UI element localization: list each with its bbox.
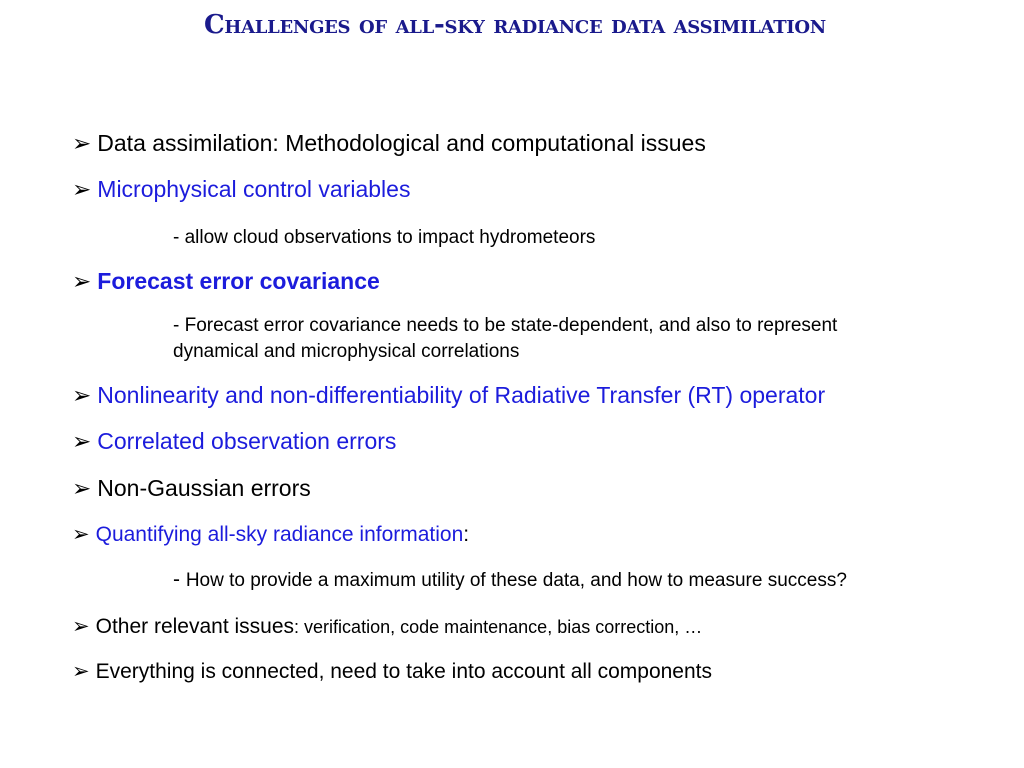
- bullet-suffix: :: [463, 523, 470, 546]
- sub-item-state-dependent: [173, 313, 837, 365]
- bullet-item-data-assimilation: [72, 130, 706, 157]
- arrow-bullet-icon: ➢: [72, 475, 92, 501]
- sub-item-maximum-utility: [173, 567, 847, 594]
- bullet-item-quantifying-information: [72, 522, 469, 547]
- arrow-bullet-icon: ➢: [72, 268, 92, 294]
- bullet-text: Other relevant issues: [95, 615, 295, 638]
- bullet-text: Correlated observation errors: [97, 428, 397, 454]
- sub-item-line: - Forecast error covariance needs to be state-dependent, and also to represent: [173, 315, 838, 336]
- sub-item-cloud-observations: - allow cloud observations to impact hydrometeors: [173, 227, 596, 248]
- arrow-bullet-icon: ➢: [72, 130, 92, 156]
- bullet-text: Quantifying all-sky radiance information: [95, 523, 464, 546]
- bullet-item-other-issues: [72, 614, 702, 639]
- slide-title: Challenges of all-sky radiance data assimilation: [204, 10, 826, 40]
- bullet-text: Forecast error covariance: [97, 268, 380, 294]
- arrow-bullet-icon: ➢: [72, 382, 92, 408]
- arrow-bullet-icon: ➢: [72, 660, 90, 683]
- bullet-text: Data assimilation: Methodological and computational issues: [97, 130, 706, 156]
- bullet-text: Everything is connected, need to take into account all components: [95, 660, 712, 683]
- sub-item-line: dynamical and microphysical correlations: [173, 341, 520, 362]
- bullet-item-everything-connected: [72, 659, 712, 684]
- bullet-text: Nonlinearity and non-differentiability of Radiative Transfer (RT) operator: [97, 382, 826, 408]
- bullet-item-nonlinearity-rt: [72, 382, 825, 409]
- bullet-text: Microphysical control variables: [97, 176, 411, 202]
- bullet-detail: : verification, code maintenance, bias correction, …: [294, 617, 703, 637]
- bullet-item-forecast-error-covariance: [72, 268, 380, 295]
- arrow-bullet-icon: ➢: [72, 176, 92, 202]
- bullet-item-non-gaussian: [72, 475, 311, 502]
- arrow-bullet-icon: ➢: [72, 615, 90, 638]
- sub-item-dash: -: [173, 568, 186, 591]
- bullet-item-correlated-errors: [72, 428, 396, 455]
- sub-item-text: How to provide a maximum utility of these data, and how to measure success?: [185, 570, 847, 591]
- bullet-text: Non-Gaussian errors: [97, 475, 311, 501]
- arrow-bullet-icon: ➢: [72, 428, 92, 454]
- bullet-item-microphysical-control: [72, 176, 410, 203]
- arrow-bullet-icon: ➢: [72, 523, 90, 546]
